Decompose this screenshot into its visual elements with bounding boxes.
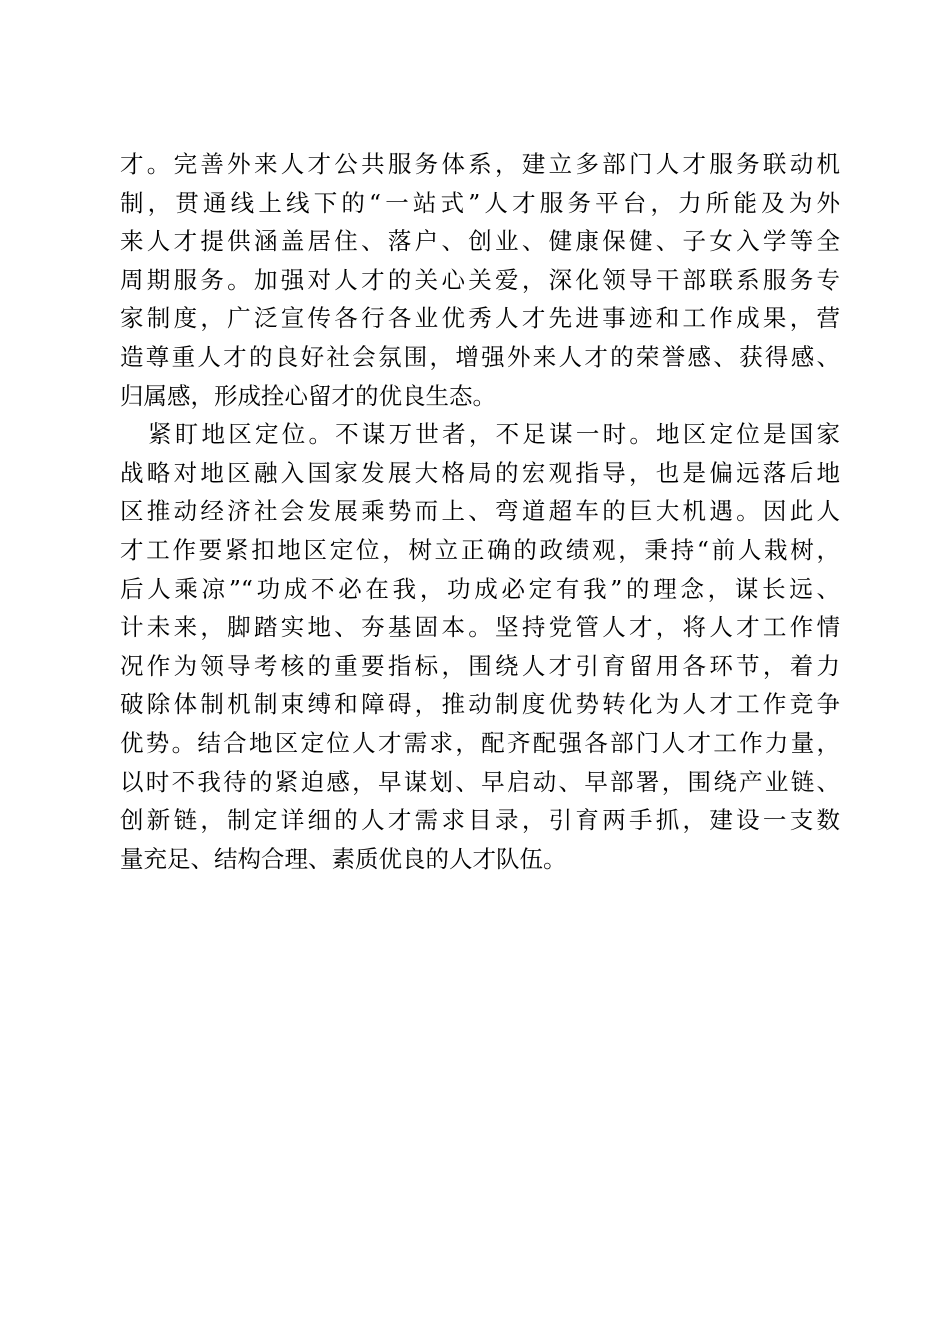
paragraph-regional-positioning xyxy=(120,415,840,878)
paragraph-talent-services xyxy=(120,145,840,415)
text-line: 才。完善外来人才公共服务体系，建立多部门人才服务联动机 xyxy=(120,150,840,178)
text-line: 计未来，脚踏实地、夯基固本。坚持党管人才，将人才工作情 xyxy=(120,613,840,642)
text-line: 来人才提供涵盖居住、落户、创业、健康保健、子女入学等全 xyxy=(120,227,840,256)
text-line: 况作为领导考核的重要指标，围绕人才引育留用各环节，着力 xyxy=(120,651,840,680)
text-line: 量充足、结构合理、素质优良的人才队伍。 xyxy=(120,844,567,873)
text-line: 以时不我待的紧迫感，早谋划、早启动、早部署，围绕产业链、 xyxy=(120,767,840,796)
text-line: 紧盯地区定位。不谋万世者，不足谋一时。地区定位是国家 xyxy=(148,420,840,449)
text-line: 战略对地区融入国家发展大格局的宏观指导，也是偏远落后地 xyxy=(120,458,840,487)
text-line: 归属感，形成拴心留才的优良生态。 xyxy=(120,381,496,410)
text-line: 才工作要紧扣地区定位，树立正确的政绩观，秉持“前人栽树， xyxy=(120,535,840,564)
text-line: 优势。结合地区定位人才需求，配齐配强各部门人才工作力量， xyxy=(120,728,840,757)
text-line: 后人乘凉”“功成不必在我，功成必定有我”的理念，谋长远、 xyxy=(120,574,840,603)
text-line: 家制度，广泛宣传各行各业优秀人才先进事迹和工作成果，营 xyxy=(120,304,840,333)
text-line: 破除体制机制束缚和障碍，推动制度优势转化为人才工作竞争 xyxy=(120,690,840,719)
text-line: 周期服务。加强对人才的关心关爱，深化领导干部联系服务专 xyxy=(120,265,840,294)
document-body xyxy=(120,145,840,878)
text-line: 造尊重人才的良好社会氛围，增强外来人才的荣誉感、获得感、 xyxy=(120,342,840,371)
text-line: 区推动经济社会发展乘势而上、弯道超车的巨大机遇。因此人 xyxy=(120,497,840,526)
text-line: 创新链，制定详细的人才需求目录，引育两手抓，建设一支数 xyxy=(120,806,840,835)
text-line: 制，贯通线上线下的“一站式”人才服务平台，力所能及为外 xyxy=(120,188,840,217)
